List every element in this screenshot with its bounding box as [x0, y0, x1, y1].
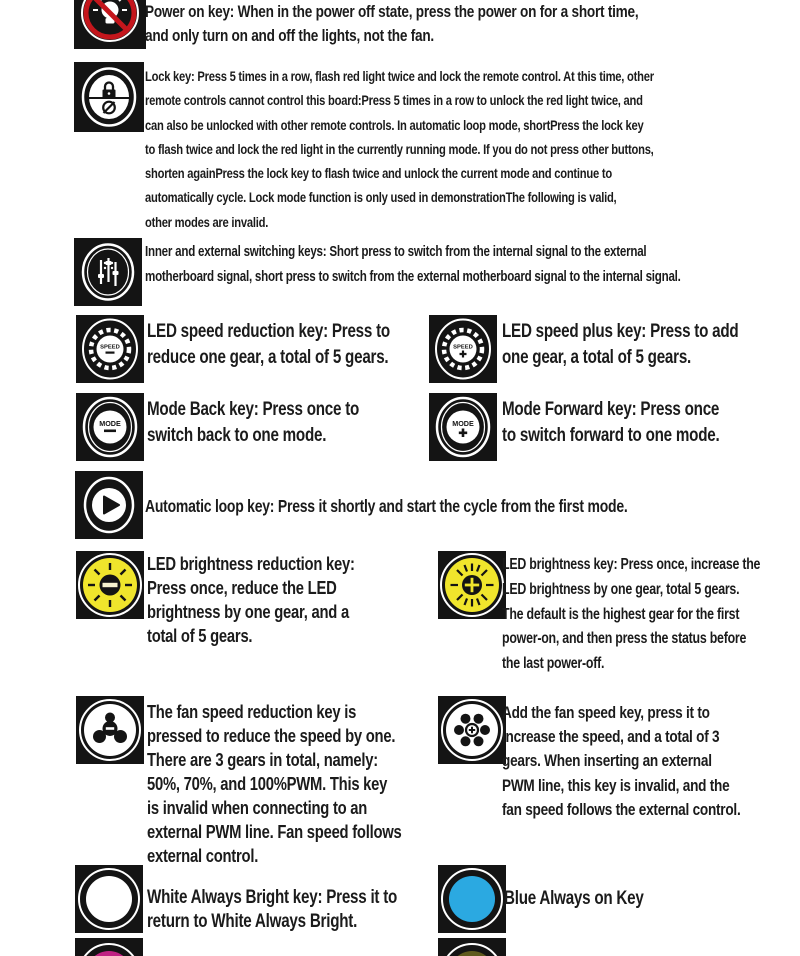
text-line: White Always Bright key: Press it to	[147, 887, 398, 908]
text-line: Lock key: Press 5 times in a row, flash red light twice and lock the remote control. At this time, other	[145, 68, 654, 84]
text-line: LED brightness reduction key:	[147, 553, 355, 574]
olive-circle-icon	[438, 938, 506, 956]
text-line: Automatic loop key: Press it shortly and start the cycle from the first mode.	[145, 496, 628, 516]
auto-loop-description	[145, 494, 628, 518]
svg-text:MODE: MODE	[452, 419, 474, 428]
text-line: There are 3 gears in total, namely:	[147, 749, 378, 770]
text-line: switch back to one mode.	[147, 425, 327, 446]
brightness-plus-description	[502, 553, 760, 677]
blue-circle-icon	[438, 865, 506, 933]
speed-plus-icon	[429, 315, 497, 383]
text-line: is invalid when connecting to an	[147, 797, 368, 818]
blue-key-description	[504, 887, 644, 911]
speed-minus-icon	[76, 315, 144, 383]
text-line: Press once, reduce the LED	[147, 577, 337, 598]
text-line: The fan speed reduction key is	[147, 701, 357, 722]
speed-minus-description	[147, 319, 390, 371]
text-line: 50%, 70%, and 100%PWM. This key	[147, 773, 388, 794]
text-line: PWM line, this key is invalid, and the	[502, 775, 730, 795]
text-line: and only turn on and off the lights, not the fan.	[145, 26, 434, 45]
text-line: shorten againPress the lock key to flash twice and unlock the current mode and continue to	[145, 165, 612, 182]
text-line: external control.	[147, 845, 259, 866]
text-line: total of 5 gears.	[147, 625, 253, 646]
text-line: gears. When inserting an external	[502, 751, 712, 771]
text-line: external PWM line. Fan speed follows	[147, 821, 402, 842]
text-line: The default is the highest gear for the first	[502, 605, 740, 623]
speed-plus-description	[502, 319, 738, 371]
mode-back-description	[147, 397, 359, 449]
text-line: increase the speed, and a total of 3	[502, 727, 720, 747]
text-line: brightness by one gear, and a	[147, 601, 349, 622]
text-line: one gear, a total of 5 gears.	[502, 347, 692, 368]
fan-plus-icon	[438, 696, 506, 764]
sliders-icon	[74, 238, 142, 306]
text-line: Inner and external switching keys: Short press to switch from the internal signal to the external	[145, 244, 647, 260]
switch-keys-description	[145, 240, 681, 290]
pink-circle-icon	[75, 938, 143, 956]
no-bulb-prohibition-icon	[74, 0, 146, 49]
fan-minus-icon	[76, 696, 144, 764]
text-line: to flash twice and lock the red light in the currently running mode. If you do not press other buttons,	[145, 140, 654, 157]
text-line: motherboard signal, short press to switch from the external motherboard signal to the internal signal.	[145, 269, 681, 285]
text-line: power-on, and then press the status before	[502, 630, 747, 648]
mode-forward-description	[502, 397, 719, 449]
brightness-minus-description	[147, 552, 355, 648]
text-line: LED brightness key: Press once, increase the	[502, 556, 761, 573]
text-line: pressed to reduce the speed by one.	[147, 725, 396, 746]
mode-plus-icon	[429, 393, 497, 461]
white-circle-icon	[75, 865, 143, 933]
text-line: Add the fan speed key, press it to	[502, 703, 710, 722]
lock-key-description	[145, 64, 654, 234]
text-line: LED brightness by one gear, total 5 gears.	[502, 580, 740, 598]
text-line: Power on key: When in the power off state, press the power on for a short time,	[145, 2, 639, 21]
text-line: remote controls cannot control this board:Press 5 times in a row to unlock the red light twice, and	[145, 92, 643, 109]
lock-unlock-icon	[74, 62, 144, 132]
brightness-minus-icon	[76, 551, 144, 619]
text-line: can also be unlocked with other remote controls. In automatic loop mode, shortPress the lock key	[145, 116, 644, 133]
svg-text:SPEED: SPEED	[453, 344, 473, 351]
text-line: Mode Forward key: Press once	[502, 399, 720, 420]
fan-minus-description	[147, 700, 402, 868]
text-line: to switch forward to one mode.	[502, 425, 720, 446]
text-line: Mode Back key: Press once to	[147, 399, 360, 420]
text-line: Blue Always on Key	[504, 888, 644, 909]
svg-text:MODE: MODE	[99, 419, 121, 428]
text-line: other modes are invalid.	[145, 213, 269, 230]
brightness-plus-icon	[438, 551, 506, 619]
text-line: return to White Always Bright.	[147, 910, 358, 932]
text-line: LED speed reduction key: Press to	[147, 321, 390, 342]
mode-minus-icon	[76, 393, 144, 461]
svg-text:SPEED: SPEED	[100, 344, 120, 351]
text-line: the last power-off.	[502, 655, 605, 673]
white-key-description	[147, 886, 397, 933]
text-line: reduce one gear, a total of 5 gears.	[147, 347, 389, 368]
text-line: LED speed plus key: Press to add	[502, 321, 739, 342]
text-line: fan speed follows the external control.	[502, 799, 741, 819]
fan-plus-description	[502, 701, 741, 822]
text-line: automatically cycle. Lock mode function is only used in demonstrationThe following is valid,	[145, 189, 617, 206]
power-key-description	[145, 0, 638, 48]
play-icon	[75, 471, 143, 539]
